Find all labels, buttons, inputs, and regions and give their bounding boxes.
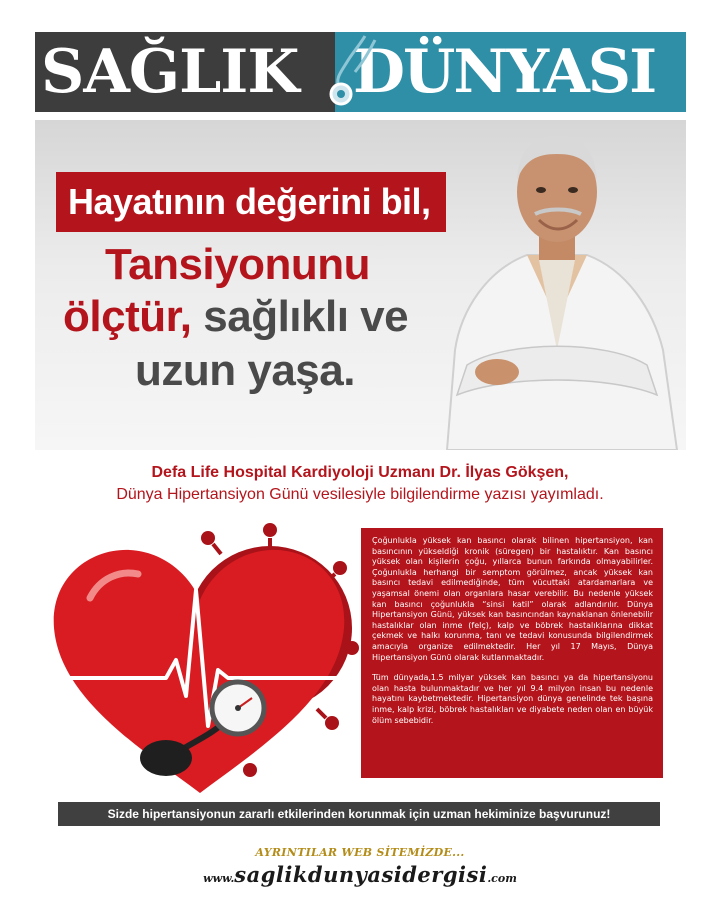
article-paragraph-2: Tüm dünyada,1.5 milyar yüksek kan basıncı ya da hipertansiyonu olan hasta bulunmaktadır ve her yıl 9.4 milyon insan bu nedenle hayatını kaybetmektedir. Hipertansiyon dünya genelinde tek başına inme, kalp krizi, böbrek hastalıkları ve diyabete neden olan en büyük ölüm sebebidir. xyxy=(372,673,653,725)
article-box xyxy=(361,528,663,778)
doctor-photo xyxy=(427,120,686,450)
hero-headline-line1: Hayatının değerini bil, xyxy=(56,172,446,232)
hero-banner xyxy=(35,120,686,450)
article-paragraph-1: Çoğunlukla yüksek kan basıncı olarak bilinen hipertansiyon, kan basıncının yükseldiği kronik (süregen) bir hastalıktır. Kan basıncı yüksek olan kişilerin çoğu, yıllarca bunun farkında olmayabilirler. Çoğunlukla herhangi bir semptom görülmez, ancak yüksek kan basıncı tedavi edilmediğinde, tüm vücuttaki atardamarlara ve yaşamsal önemi olan organlara hasar verebilir. Bu nedenle yüksek kan basıncı çoğunlukla “sinsi katil” olarak adlandırılır. Dünya Hipertansiyon Günü, yüksek kan basıncından kaynaklanan önlenebilir hastalıklar olan inme (felç), kalp ve böbrek hastalıklarına dikkat çekmek ve halkı korunma, tanı ve tedavi konusunda bilgilendirmek amacıyla organize edilmektedir. Her yıl 17 Mayıs, Dünya Hipertansiyon Günü olarak kutlanmaktadır. xyxy=(372,536,653,662)
masthead-title-dunyasi: DÜNYASI xyxy=(353,37,656,107)
website-prefix: www. xyxy=(203,872,235,885)
author-line: Defa Life Hospital Kardiyoloji Uzmanı Dr. İlyas Gökşen, xyxy=(151,464,569,481)
announcement-line: Dünya Hipertansiyon Günü vesilesiyle bilgilendirme yazısı yayımladı. xyxy=(116,486,604,503)
heart-illustration xyxy=(40,508,360,798)
hero-headline-line3 xyxy=(63,292,408,342)
masthead xyxy=(35,32,686,112)
website-domain: saglikdunyasidergisi xyxy=(234,862,488,887)
hero-headline-line3-rest: sağlıklı ve xyxy=(191,292,409,341)
website-suffix: .com xyxy=(487,872,517,885)
hero-headline-line2: Tansiyonunu xyxy=(105,240,371,289)
hero-headline-line4: uzun yaşa. xyxy=(135,346,355,395)
website-link[interactable] xyxy=(0,862,720,887)
cta-banner: Sizde hipertansiyonun zararlı etkilerinden korunmak için uzman hekiminize başvurunuz! xyxy=(58,802,660,826)
stethoscope-icon xyxy=(297,32,387,112)
masthead-title-saglik: SAĞLIK xyxy=(41,37,299,107)
footer-details-note: AYRINTILAR WEB SİTEMİZDE... xyxy=(255,846,465,859)
hero-headline-line3-red: ölçtür, xyxy=(63,292,192,341)
